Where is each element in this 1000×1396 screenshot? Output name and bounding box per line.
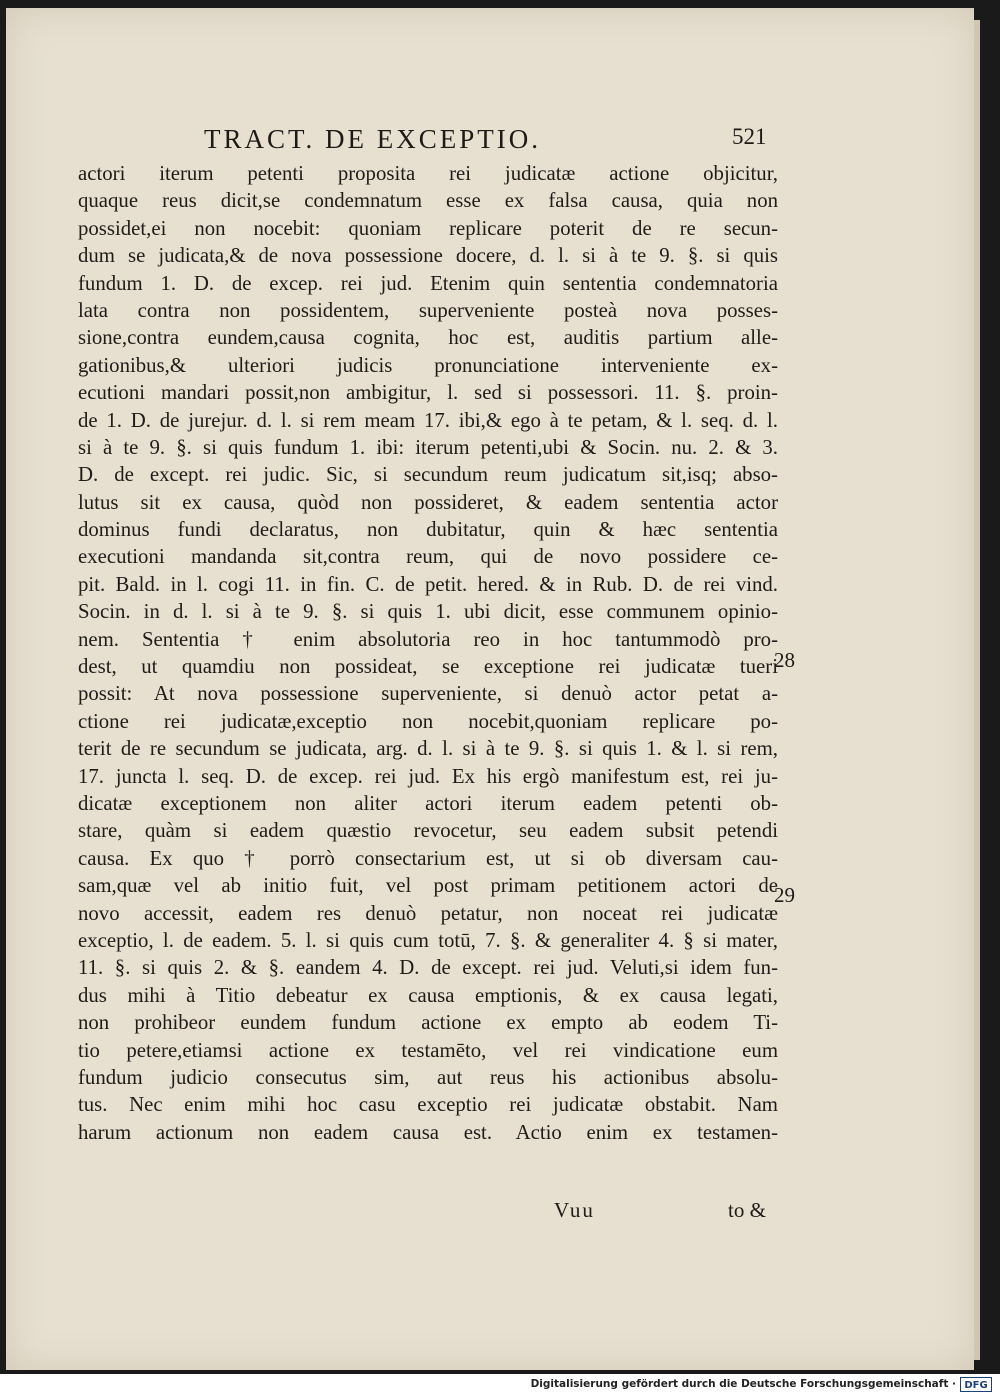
text-line: terit de re secundum se judicata, arg. d. l. si à te 9. §. si quis 1. & l. si rem,	[78, 737, 778, 761]
text-line: 17. juncta l. seq. D. de excep. rei jud. Ex his ergò manifestum est, rei ju-	[78, 764, 778, 788]
text-line: dominus fundi declaratus, non dubitatur, quin & hæc sententia	[78, 518, 778, 542]
text-line: possit: At nova possessione superveniente, si denuò actor petat a-	[78, 682, 778, 706]
text-line: dicatæ exceptionem non aliter actori iterum eadem petenti ob-	[78, 791, 778, 815]
text-line: actori iterum petenti proposita rei judicatæ actione objicitur,	[78, 162, 778, 185]
catchword: to &	[728, 1198, 766, 1222]
text-line: dest, ut quamdiu non possideat, se exceptione rei judicatæ tueri	[78, 655, 778, 679]
text-line: Socin. in d. l. si à te 9. §. si quis 1. ubi dicit, esse communem opinio-	[78, 600, 778, 624]
text-line: de 1. D. de jurejur. d. l. si rem meam 17. ibi,& ego à te petam, & l. seq. d. l.	[78, 408, 778, 432]
text-line: D. de except. rei judic. Sic, si secundum reum judicatum sit,isq; abso-	[78, 463, 778, 487]
book-page	[6, 8, 974, 1370]
text-line: lutus sit ex causa, quòd non possideret, & eadem sententia actor	[78, 490, 778, 514]
text-line: novo accessit, eadem res denuò petatur, non noceat rei judicatæ	[78, 901, 778, 925]
text-line: stare, quàm si eadem quæstio revocetur, seu eadem subsit petendi	[78, 819, 778, 843]
dfg-logo-icon: DFG	[960, 1377, 992, 1392]
text-line: lata contra non possidentem, superveniente posteà nova posses-	[78, 298, 778, 322]
text-line: si à te 9. §. si quis fundum 1. ibi: iterum petenti,ubi & Socin. nu. 2. & 3.	[78, 435, 778, 459]
signature-mark: Vuu	[554, 1198, 595, 1222]
digitization-footer	[0, 1374, 1000, 1396]
text-line: nem. Sententia † enim absolutoria reo in hoc tantummodò pro-	[78, 627, 778, 651]
text-line: dus mihi à Titio debeatur ex causa emptionis, & ex causa legati,	[78, 983, 778, 1007]
text-line: tio petere,etiamsi actione ex testamēto, vel rei vindicatione eum	[78, 1038, 778, 1062]
text-line: possidet,ei non nocebit: quoniam replicare poterit de re secun-	[78, 216, 778, 240]
page-edge	[974, 20, 980, 1360]
margin-note-28: 28	[774, 648, 795, 672]
text-line: 11. §. si quis 2. & §. eandem 4. D. de except. rei jud. Veluti,si idem fun-	[78, 956, 778, 980]
text-line: dum se judicata,& de nova possessione docere, d. l. si à te 9. §. si quis	[78, 244, 778, 268]
text-line: fundum judicio consecutus sim, aut reus his actionibus absolu-	[78, 1065, 778, 1089]
text-line: causa. Ex quo † porrò consectarium est, ut si ob diversam cau-	[78, 846, 778, 870]
text-line: fundum 1. D. de excep. rei jud. Etenim quin sententia condemnatoria	[78, 271, 778, 295]
text-line: gationibus,& ulteriori judicis pronunciatione interveniente ex-	[78, 353, 778, 377]
page-header	[6, 124, 974, 158]
margin-note-29: 29	[774, 883, 795, 907]
running-title: TRACT. DE EXCEPTIO.	[204, 124, 541, 154]
body-text	[78, 160, 778, 1146]
text-line: ecutioni mandari possit,non ambigitur, l. sed si possessori. 11. §. proin-	[78, 381, 778, 405]
text-line: sam,quæ vel ab initio fuit, vel post primam petitionem actori de	[78, 874, 778, 898]
funding-credit: Digitalisierung gefördert durch die Deutsche Forschungsgemeinschaft ·	[530, 1378, 956, 1390]
text-line: sione,contra eundem,causa cognita, hoc est, auditis partium alle-	[78, 326, 778, 350]
text-line: ctione rei judicatæ,exceptio non nocebit,quoniam replicare po-	[78, 709, 778, 733]
text-line: tus. Nec enim mihi hoc casu exceptio rei judicatæ obstabit. Nam	[78, 1093, 778, 1117]
text-line: exceptio, l. de eadem. 5. l. si quis cum totū, 7. §. & generaliter 4. § si mater,	[78, 928, 778, 952]
text-line: pit. Bald. in l. cogi 11. in fin. C. de petit. hered. & in Rub. D. de rei vind.	[78, 572, 778, 596]
text-line: non prohibeor eundem fundum actione ex empto ab eodem Ti-	[78, 1011, 778, 1035]
text-line: executioni mandanda sit,contra reum, qui de novo possidere ce-	[78, 545, 778, 569]
text-line: harum actionum non eadem causa est. Actio enim ex testamen-	[78, 1120, 778, 1144]
page-number: 521	[732, 124, 767, 149]
text-line: quaque reus dicit,se condemnatum esse ex falsa causa, quia non	[78, 189, 778, 213]
